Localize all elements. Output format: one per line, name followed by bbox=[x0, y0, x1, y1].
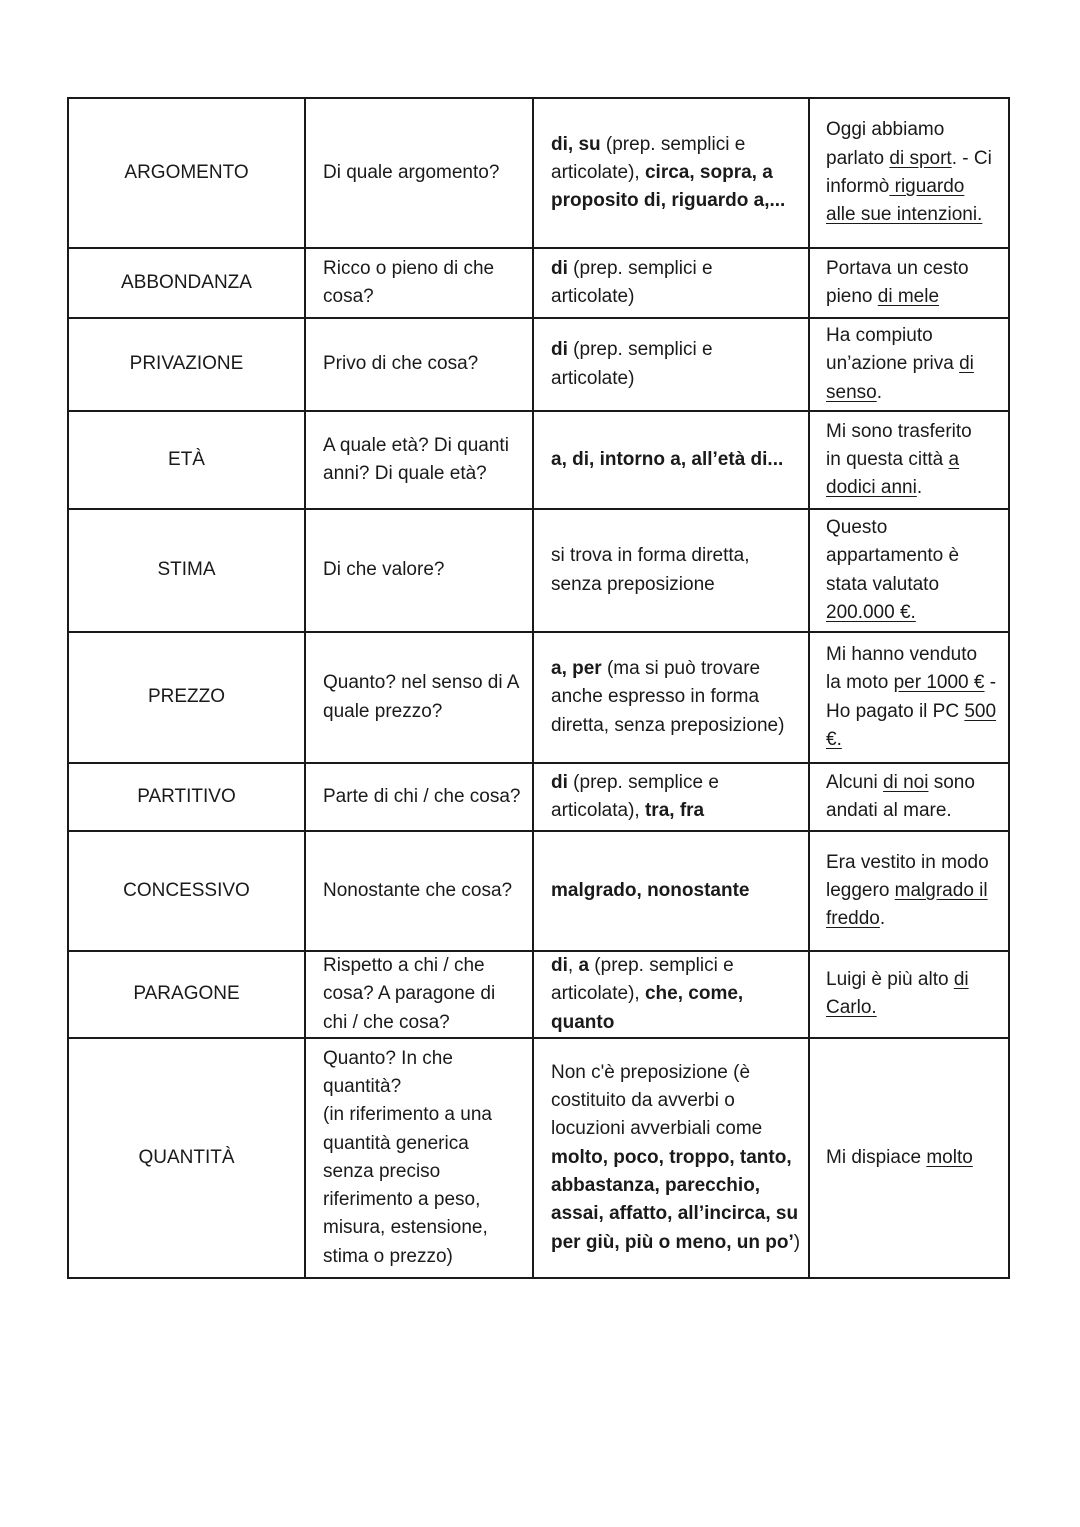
bold-text: di bbox=[551, 257, 568, 279]
complement-name-cell bbox=[68, 98, 305, 248]
example-cell bbox=[809, 98, 1009, 248]
question-line bbox=[323, 698, 528, 726]
bold-text: a bbox=[578, 955, 590, 976]
complement-name: PRIVAZIONE bbox=[129, 353, 244, 375]
bold-text: di bbox=[551, 771, 568, 793]
underlined-text: di bbox=[953, 969, 969, 991]
text-segment: Non c'è preposizione (è bbox=[551, 1061, 751, 1083]
text-segment: Portava un cesto bbox=[826, 257, 969, 279]
question-line bbox=[323, 783, 528, 811]
complement-name-cell bbox=[68, 831, 305, 951]
prepositions-line bbox=[551, 131, 804, 159]
text-segment: (prep. semplici e bbox=[600, 133, 746, 155]
prepositions-line bbox=[551, 1172, 804, 1200]
example-line bbox=[826, 350, 1006, 378]
underlined-text: malgrado il bbox=[894, 879, 988, 901]
text-segment: . bbox=[879, 908, 886, 930]
text-segment: Ricco o pieno di che bbox=[323, 257, 495, 279]
example-line bbox=[826, 966, 1006, 994]
bold-text: a, di, intorno a, all’età di... bbox=[551, 448, 784, 470]
example-cell bbox=[809, 831, 1009, 951]
text-segment: Mi dispiace bbox=[826, 1146, 927, 1168]
prepositions-line bbox=[551, 1229, 804, 1257]
text-segment: un’azione priva bbox=[826, 353, 960, 375]
text-segment: Alcuni bbox=[826, 771, 884, 793]
complement-name-cell bbox=[68, 509, 305, 632]
text-segment: (ma si può trovare bbox=[601, 658, 761, 680]
example-cell bbox=[809, 248, 1009, 318]
text-segment: sono bbox=[928, 771, 975, 793]
text-segment: la moto bbox=[826, 672, 894, 694]
text-segment: Di che valore? bbox=[323, 559, 445, 581]
prepositions-line bbox=[551, 187, 804, 215]
underlined-text: di noi bbox=[883, 771, 929, 793]
table-body bbox=[68, 98, 1009, 1278]
question-line bbox=[323, 952, 528, 980]
text-segment: A quale età? Di quanti bbox=[323, 434, 509, 456]
prepositions-line bbox=[551, 769, 804, 797]
bold-text: proposito di, riguardo a,... bbox=[551, 190, 786, 212]
example-line bbox=[826, 283, 1006, 311]
underlined-text: di mele bbox=[877, 286, 940, 307]
question-cell bbox=[305, 318, 533, 411]
bold-text: di bbox=[551, 955, 568, 976]
underlined-text: molto bbox=[926, 1146, 973, 1168]
table-row bbox=[68, 951, 1009, 1038]
prepositions-line bbox=[551, 712, 804, 740]
bold-text: circa, sopra, a bbox=[644, 161, 773, 183]
text-segment: . bbox=[876, 381, 882, 403]
prepositions-cell bbox=[533, 831, 809, 951]
text-segment: Quanto? In che bbox=[323, 1047, 453, 1069]
prepositions-line bbox=[551, 336, 804, 364]
bold-text: tra, fra bbox=[644, 800, 705, 821]
bold-text: molto, poco, troppo, tanto, bbox=[551, 1146, 792, 1168]
text-segment: Questo bbox=[826, 516, 888, 538]
complement-name-cell bbox=[68, 763, 305, 831]
prepositions-line bbox=[551, 877, 804, 905]
text-segment: Di quale argomento? bbox=[323, 161, 500, 183]
table-row bbox=[68, 632, 1009, 763]
complement-name: PREZZO bbox=[147, 686, 226, 708]
example-line bbox=[826, 514, 1006, 542]
text-segment: articolate), bbox=[551, 161, 645, 183]
table-row bbox=[68, 763, 1009, 831]
example-cell bbox=[809, 411, 1009, 509]
question-line bbox=[323, 1130, 528, 1158]
text-segment: (in riferimento a una bbox=[323, 1104, 492, 1126]
table-row bbox=[68, 411, 1009, 509]
question-cell bbox=[305, 1038, 533, 1278]
text-segment: articolate) bbox=[551, 367, 635, 389]
prepositions-cell bbox=[533, 632, 809, 763]
complement-name-cell bbox=[68, 248, 305, 318]
complement-name-cell bbox=[68, 1038, 305, 1278]
question-cell bbox=[305, 632, 533, 763]
prepositions-line bbox=[551, 365, 804, 393]
text-segment: articolata), bbox=[551, 800, 645, 821]
bold-text: di bbox=[551, 339, 568, 361]
example-cell bbox=[809, 1038, 1009, 1278]
text-segment: si trova in forma diretta, bbox=[551, 545, 750, 567]
prepositions-line bbox=[551, 542, 804, 570]
complements-table bbox=[67, 97, 1010, 1279]
text-segment: ) bbox=[793, 1231, 801, 1253]
text-segment: Nonostante che cosa? bbox=[323, 879, 513, 901]
example-cell bbox=[809, 951, 1009, 1038]
prepositions-line bbox=[551, 1115, 804, 1143]
text-segment: Ho pagato il PC bbox=[826, 700, 965, 722]
text-segment: parlato bbox=[826, 147, 890, 169]
prepositions-cell bbox=[533, 248, 809, 318]
prepositions-line bbox=[551, 1009, 804, 1037]
question-line bbox=[323, 1243, 528, 1271]
bold-text: abbastanza, parecchio, bbox=[551, 1175, 761, 1197]
prepositions-cell bbox=[533, 763, 809, 831]
prepositions-cell bbox=[533, 1038, 809, 1278]
example-line bbox=[826, 255, 1006, 283]
text-segment: diretta, senza preposizione) bbox=[551, 714, 785, 736]
example-line bbox=[826, 994, 1006, 1022]
complement-name-cell bbox=[68, 951, 305, 1038]
example-line bbox=[826, 145, 1006, 173]
text-segment: Mi sono trasferito bbox=[826, 420, 972, 442]
question-cell bbox=[305, 98, 533, 248]
example-cell bbox=[809, 318, 1009, 411]
text-segment: anche espresso in forma bbox=[551, 686, 760, 708]
bold-text: di, su bbox=[551, 133, 601, 155]
underlined-text: freddo bbox=[826, 908, 880, 930]
complement-name: ARGOMENTO bbox=[124, 161, 249, 183]
complement-name: PARAGONE bbox=[133, 983, 240, 1005]
text-segment: cosa? A paragone di bbox=[323, 983, 496, 1005]
example-line bbox=[826, 1144, 1006, 1172]
complement-name: PARTITIVO bbox=[137, 785, 236, 807]
text-segment: Oggi abbiamo bbox=[826, 119, 945, 141]
text-segment: in questa città bbox=[826, 448, 949, 470]
question-cell bbox=[305, 411, 533, 509]
example-line bbox=[826, 446, 1006, 474]
complement-name-cell bbox=[68, 411, 305, 509]
text-segment: - bbox=[984, 672, 997, 694]
example-line bbox=[826, 116, 1006, 144]
text-segment: pieno bbox=[826, 286, 878, 307]
prepositions-line bbox=[551, 1059, 804, 1087]
prepositions-line bbox=[551, 1144, 804, 1172]
table-row bbox=[68, 1038, 1009, 1278]
question-line bbox=[323, 1009, 528, 1037]
table-row bbox=[68, 98, 1009, 248]
example-line bbox=[826, 474, 1006, 502]
prepositions-line bbox=[551, 159, 804, 187]
question-line bbox=[323, 460, 528, 488]
prepositions-line bbox=[551, 655, 804, 683]
prepositions-cell bbox=[533, 951, 809, 1038]
text-segment: quantità generica bbox=[323, 1132, 469, 1154]
text-segment: . bbox=[916, 477, 923, 499]
text-segment: articolate) bbox=[551, 286, 635, 307]
underlined-text: 200.000 €. bbox=[826, 601, 916, 623]
underlined-text: senso bbox=[826, 381, 877, 403]
text-segment: , bbox=[567, 955, 579, 976]
prepositions-line bbox=[551, 952, 804, 980]
underlined-text: riguardo bbox=[889, 176, 965, 197]
text-segment: Privo di che cosa? bbox=[323, 353, 479, 375]
question-cell bbox=[305, 248, 533, 318]
text-segment: Era vestito in modo bbox=[826, 851, 989, 873]
example-line bbox=[826, 877, 1006, 905]
bold-text: assai, affatto, all’incirca, su bbox=[551, 1203, 799, 1225]
example-line bbox=[826, 698, 1006, 726]
question-line bbox=[323, 1101, 528, 1129]
question-line bbox=[323, 255, 528, 283]
text-segment: chi / che cosa? bbox=[323, 1011, 450, 1033]
text-segment: (prep. semplice e bbox=[567, 771, 719, 793]
prepositions-line bbox=[551, 571, 804, 599]
text-segment: misura, estensione, bbox=[323, 1217, 488, 1239]
example-line bbox=[826, 905, 1006, 933]
example-line bbox=[826, 379, 1006, 407]
text-segment: Ha compiuto bbox=[826, 325, 933, 347]
bold-text: quanto bbox=[551, 1011, 615, 1033]
bold-text: per giù, più o meno, un po’ bbox=[551, 1231, 794, 1253]
example-line bbox=[826, 418, 1006, 446]
question-line bbox=[323, 1186, 528, 1214]
example-cell bbox=[809, 763, 1009, 831]
table-row bbox=[68, 509, 1009, 632]
question-line bbox=[323, 350, 528, 378]
underlined-text: per 1000 € bbox=[893, 672, 985, 694]
underlined-text: dodici anni bbox=[826, 477, 917, 499]
question-line bbox=[323, 159, 528, 187]
text-segment: Luigi è più alto bbox=[826, 969, 954, 991]
text-segment: . - Ci bbox=[951, 147, 992, 169]
question-line bbox=[323, 283, 528, 311]
complement-name-cell bbox=[68, 318, 305, 411]
text-segment: locuzioni avverbiali come bbox=[551, 1118, 763, 1140]
complement-name: ETÀ bbox=[168, 448, 205, 470]
text-segment: costituito da avverbi o bbox=[551, 1090, 735, 1112]
prepositions-line bbox=[551, 683, 804, 711]
text-segment: senza preposizione bbox=[551, 573, 715, 595]
bold-text: malgrado, nonostante bbox=[551, 879, 750, 901]
table-row bbox=[68, 318, 1009, 411]
question-line bbox=[323, 556, 528, 584]
bold-text: che, come, bbox=[644, 983, 744, 1005]
question-line bbox=[323, 1045, 528, 1073]
question-line bbox=[323, 1214, 528, 1242]
text-segment: (prep. semplici e bbox=[589, 955, 734, 976]
table-row bbox=[68, 248, 1009, 318]
prepositions-cell bbox=[533, 411, 809, 509]
text-segment: anni? Di quale età? bbox=[323, 463, 487, 484]
underlined-text: di bbox=[959, 353, 974, 375]
text-segment: stima o prezzo) bbox=[323, 1245, 453, 1267]
bold-text: a, per bbox=[551, 658, 602, 680]
underlined-text: di sport bbox=[889, 147, 952, 169]
text-segment: Quanto? nel senso di A bbox=[323, 672, 520, 694]
question-cell bbox=[305, 951, 533, 1038]
text-segment: Mi hanno venduto bbox=[826, 643, 978, 665]
underlined-text: 500 bbox=[964, 700, 997, 722]
prepositions-line bbox=[551, 797, 804, 825]
question-line bbox=[323, 1073, 528, 1101]
prepositions-line bbox=[551, 446, 804, 474]
question-line bbox=[323, 432, 528, 460]
example-line bbox=[826, 571, 1006, 599]
underlined-text: €. bbox=[826, 728, 842, 750]
text-segment: (prep. semplici e bbox=[567, 257, 713, 279]
example-line bbox=[826, 542, 1006, 570]
question-cell bbox=[305, 509, 533, 632]
prepositions-cell bbox=[533, 98, 809, 248]
underlined-text: a bbox=[948, 448, 960, 470]
example-cell bbox=[809, 509, 1009, 632]
prepositions-line bbox=[551, 255, 804, 283]
example-line bbox=[826, 322, 1006, 350]
question-cell bbox=[305, 763, 533, 831]
prepositions-line bbox=[551, 1200, 804, 1228]
prepositions-line bbox=[551, 980, 804, 1008]
text-segment: quale prezzo? bbox=[323, 700, 443, 722]
text-segment: articolate), bbox=[551, 983, 645, 1005]
question-line bbox=[323, 669, 528, 697]
table-row bbox=[68, 831, 1009, 951]
text-segment: appartamento è bbox=[826, 545, 960, 567]
example-line bbox=[826, 669, 1006, 697]
example-line bbox=[826, 641, 1006, 669]
text-segment: (prep. semplici e bbox=[567, 339, 713, 361]
question-line bbox=[323, 980, 528, 1008]
underlined-text: Carlo. bbox=[826, 997, 877, 1019]
example-line bbox=[826, 797, 1006, 825]
underlined-text: alle sue intenzioni. bbox=[826, 204, 983, 226]
question-cell bbox=[305, 831, 533, 951]
text-segment: senza preciso bbox=[323, 1160, 441, 1182]
prepositions-cell bbox=[533, 509, 809, 632]
example-line bbox=[826, 599, 1006, 627]
complement-name-cell bbox=[68, 632, 305, 763]
text-segment: Rispetto a chi / che bbox=[323, 955, 485, 976]
question-line bbox=[323, 877, 528, 905]
text-segment: Parte di chi / che cosa? bbox=[323, 785, 521, 807]
complement-name: ABBONDANZA bbox=[121, 271, 252, 293]
text-segment: quantità? bbox=[323, 1076, 402, 1097]
text-segment: informò bbox=[826, 176, 890, 197]
example-line bbox=[826, 201, 1006, 229]
text-segment: stata valutato bbox=[826, 573, 940, 595]
prepositions-line bbox=[551, 1087, 804, 1115]
complement-name: STIMA bbox=[157, 559, 216, 581]
example-line bbox=[826, 173, 1006, 201]
text-segment: andati al mare. bbox=[826, 800, 952, 821]
example-line bbox=[826, 849, 1006, 877]
example-cell bbox=[809, 632, 1009, 763]
complement-name: QUANTITÀ bbox=[138, 1146, 235, 1168]
text-segment: riferimento a peso, bbox=[323, 1189, 481, 1211]
text-segment: leggero bbox=[826, 879, 895, 901]
text-segment: cosa? bbox=[323, 286, 374, 307]
prepositions-line bbox=[551, 283, 804, 311]
complement-name: CONCESSIVO bbox=[123, 879, 250, 901]
example-line bbox=[826, 726, 1006, 754]
prepositions-cell bbox=[533, 318, 809, 411]
question-line bbox=[323, 1158, 528, 1186]
example-line bbox=[826, 769, 1006, 797]
